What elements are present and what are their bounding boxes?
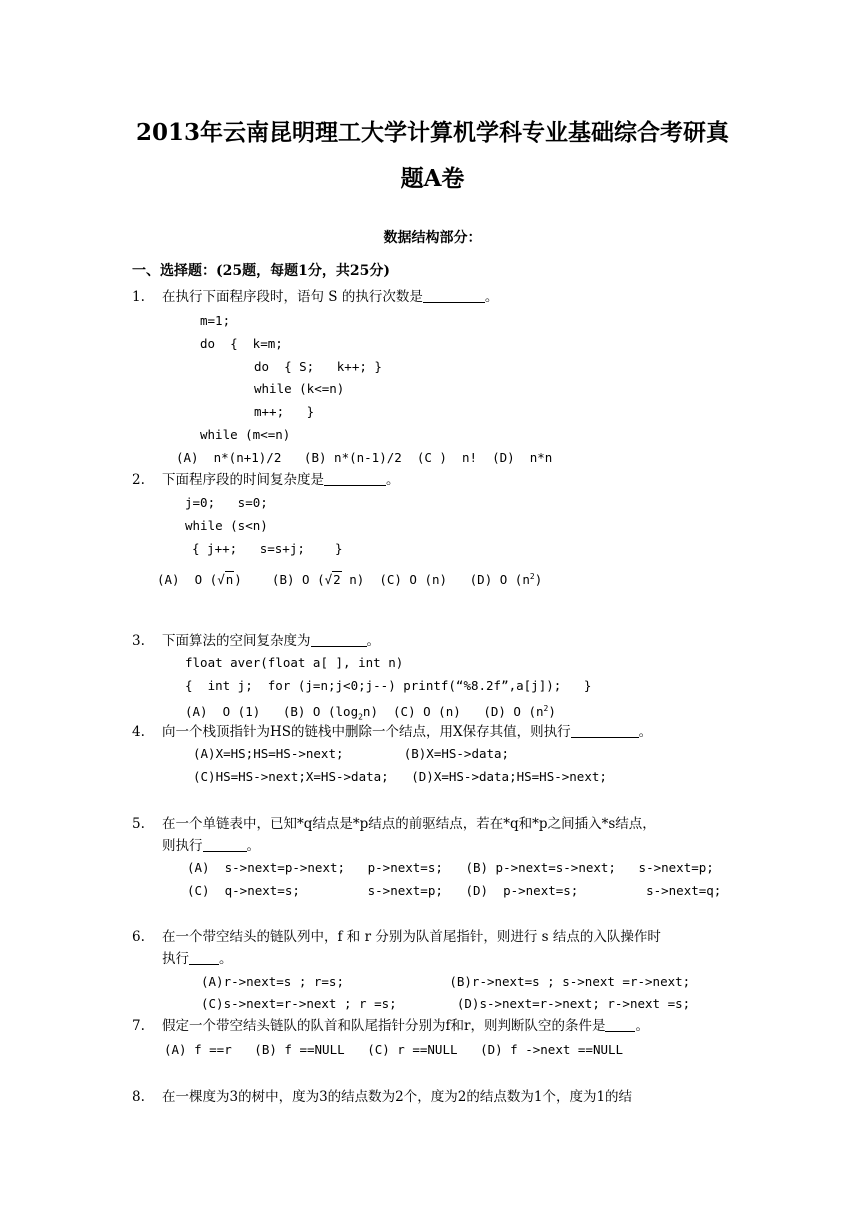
q3-number: 3. — [132, 633, 145, 649]
q4-number: 4. — [132, 724, 145, 740]
exam-title-line1: 2013年云南昆明理工大学计算机学科专业基础综合考研真 — [135, 119, 729, 146]
q4-options-1: (A)X=HS;HS=HS->next; (B)X=HS->data; — [193, 746, 510, 761]
q2-code-2: while (s<n) — [185, 518, 268, 533]
q5-stem: 在一个单链表中，已知*q结点是*p结点的前驱结点，若在*q和*p之间插入*s结点， — [162, 816, 656, 832]
q4-blank — [571, 723, 639, 738]
q6-blank — [189, 950, 219, 965]
q3-code-1: float aver(float a[ ], int n) — [185, 655, 404, 670]
q6-options-1: (A)r->next=s ; r=s; (B)r->next=s ; s->next =r->next; — [201, 974, 691, 989]
q4-options-2: (C)HS=HS->next;X=HS->data; (D)X=HS->data;HS=HS->next; — [193, 769, 607, 784]
q2-code-3: { j++; s=s+j; } — [192, 541, 343, 556]
q2-code-1: j=0; s=0; — [185, 495, 268, 510]
q1-blank — [423, 288, 485, 303]
q6-stem-2: 执行 。 — [162, 951, 233, 967]
q1-code-1: m=1; — [200, 313, 231, 328]
q1-options: (A) n*(n+1)/2 (B) n*(n-1)/2 (C ) n! (D) n*n — [176, 450, 553, 465]
q1-code-4: while (k<=n) — [254, 381, 345, 396]
q1-stem: 在执行下面程序段时，语句 S 的执行次数是 。 — [162, 289, 499, 305]
q1-code-2: do { k=m; — [200, 336, 283, 351]
q6-options-2: (C)s->next=r->next ; r =s; (D)s->next=r->next; r->next =s; — [201, 996, 691, 1011]
exam-title-line2: 题A卷 — [400, 165, 465, 192]
q3-code-2: { int j; for (j=n;j<0;j--) printf(“%8.2f”,a[j]); } — [185, 678, 592, 693]
q1-code-3: do { S; k++; } — [254, 359, 382, 374]
q6-stem: 在一个带空结头的链队列中，f 和 r 分别为队首尾指针，则进行 s 结点的入队操作时 — [162, 929, 661, 945]
q5-blank — [203, 837, 247, 852]
q1-code-6: while (m<=n) — [200, 427, 291, 442]
q3-stem: 下面算法的空间复杂度为 。 — [162, 633, 380, 649]
q8-number: 8. — [132, 1089, 145, 1105]
q5-stem-2: 则执行 。 — [162, 838, 260, 854]
q3-options: (A) O (1) (B) O $(\log_2n)$ (C) O (n) (D) O $(n^2)$ — [185, 704, 556, 722]
q5-options-2: (C) q->next=s; s->next=p; (D) p->next=s; s->next=q; — [187, 883, 722, 898]
q6-number: 6. — [132, 929, 145, 945]
q4-stem: 向一个栈顶指针为HS的链栈中删除一个结点，用X保存其值，则执行 。 — [162, 724, 653, 740]
q7-number: 7. — [132, 1018, 145, 1034]
q7-options: (A) f ==r (B) f ==NULL (C) r ==NULL (D) f ->next ==NULL — [164, 1042, 624, 1057]
q2-stem: 下面程序段的时间复杂度是 。 — [162, 472, 400, 488]
q1-number: 1. — [132, 289, 145, 305]
q2-number: 2. — [132, 472, 145, 488]
q2-options: (A) O (√n) (B) O (√2 n) (C) O (n) (D) O $(n^2)$ — [157, 572, 543, 588]
q8-stem: 在一棵度为3的树中，度为3的结点数为2个，度为2的结点数为1个，度为1的结 — [162, 1089, 633, 1105]
section-title: 数据结构部分： — [383, 230, 482, 246]
part-heading: 一、选择题：(25题，每题1分，共25分) — [132, 263, 390, 279]
q7-blank — [605, 1017, 635, 1032]
q7-stem: 假定一个带空结头链队的队首和队尾指针分别为f和r，则判断队空的条件是 。 — [162, 1018, 649, 1034]
q5-number: 5. — [132, 816, 145, 832]
q1-code-5: m++; } — [254, 404, 315, 419]
q3-blank — [311, 632, 367, 647]
q2-blank — [324, 471, 386, 486]
q5-options-1: (A) s->next=p->next; p->next=s; (B) p->next=s->next; s->next=p; — [187, 860, 714, 875]
